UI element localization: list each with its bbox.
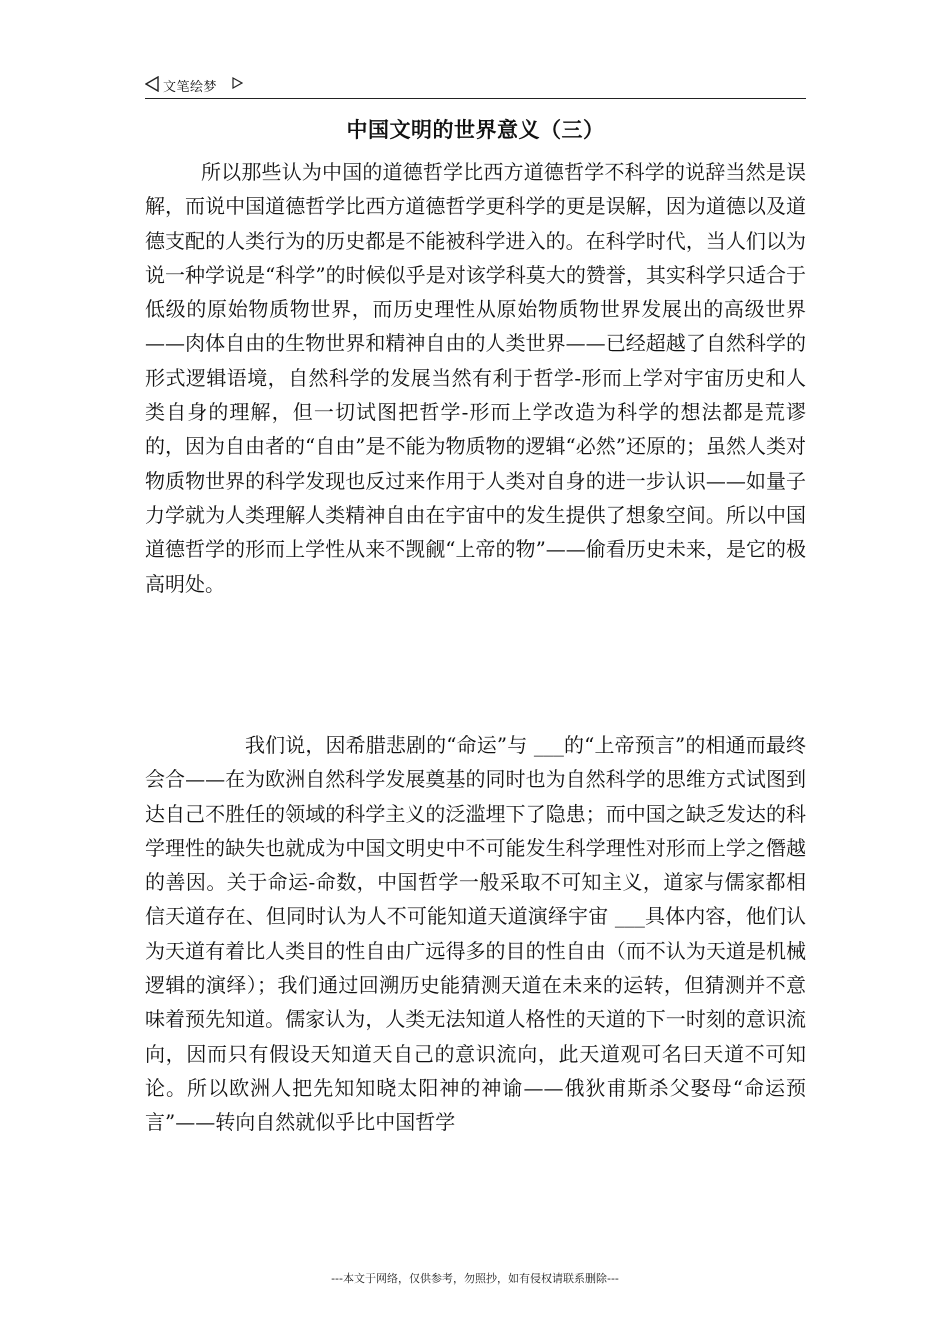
page-header (145, 74, 806, 99)
triangle-right-icon (232, 77, 243, 89)
document-title: 中国文明的世界意义（三） (346, 118, 605, 142)
paragraph-2: 我们说，因希腊悲剧的“命运”与 ___的“上帝预言”的相通而最终会合——在为欧洲自然科学发展奠基的同时也为自然科学的思维方式试图到达自己不胜任的领域的科学主义的泛滥埋下了隐患；而中国之缺乏发达的科学理性的缺失也就成为中国文明史中不可能发生科学理性对形而上学之僭越的善因。关于命运-命数，中国哲学一般采取不可知主义，道家与儒家都相信天道存在、但同时认为人不可能知道天道演绎宇宙 ___具体内容，他们认为天道有着比人类目的性自由广远得多的目的性自由（而不认为天道是机械逻辑的演绎）；我们通过回溯历史能猜测天道在未来的运转，但猜测并不意味着预先知道。儒家认为，人类无法知道人格性的天道的下一时刻的意识流向，因而只有假设天知道天自己的意识流向，此天道观可名曰天道不可知论。所以欧洲人把先知知晓太阳神的神谕——俄狄甫斯杀父娶母“命运预言”——转向自然就似乎比中国哲学 (145, 733, 806, 1135)
footer-notice: ---本文于网络，仅供参考，勿照抄，如有侵权请联系删除--- (331, 1272, 619, 1285)
paragraph-1: 所以那些认为中国的道德哲学比西方道德哲学不科学的说辞当然是误解，而说中国道德哲学比西方道德哲学更科学的更是误解，因为道德以及道德支配的人类行为的历史都是不能被科学进入的。在科学时代，当人们以为说一种学说是“科学”的时候似乎是对该学科莫大的赞誉，其实科学只适合于低级的原始物质物世界，而历史理性从原始物质物世界发展出的高级世界——肉体自由的生物世界和精神自由的人类世界——已经超越了自然科学的形式逻辑语境，自然科学的发展当然有利于哲学-形而上学对宇宙历史和人类自身的理解，但一切试图把哲学-形而上学改造为科学的想法都是荒谬的，因为自由者的“自由”是不能为物质物的逻辑“必然”还原的；虽然人类对物质物世界的科学发现也反过来作用于人类对自身的进一步认识——如量子力学就为人类理解人类精神自由在宇宙中的发生提供了想象空间。所以中国道德哲学的形而上学性从来不觊觎“上帝的物”——偷看历史未来，是它的极高明处。 (145, 160, 806, 596)
header-brand: 文笔绘梦 (163, 80, 218, 95)
triangle-left-icon (145, 76, 159, 92)
